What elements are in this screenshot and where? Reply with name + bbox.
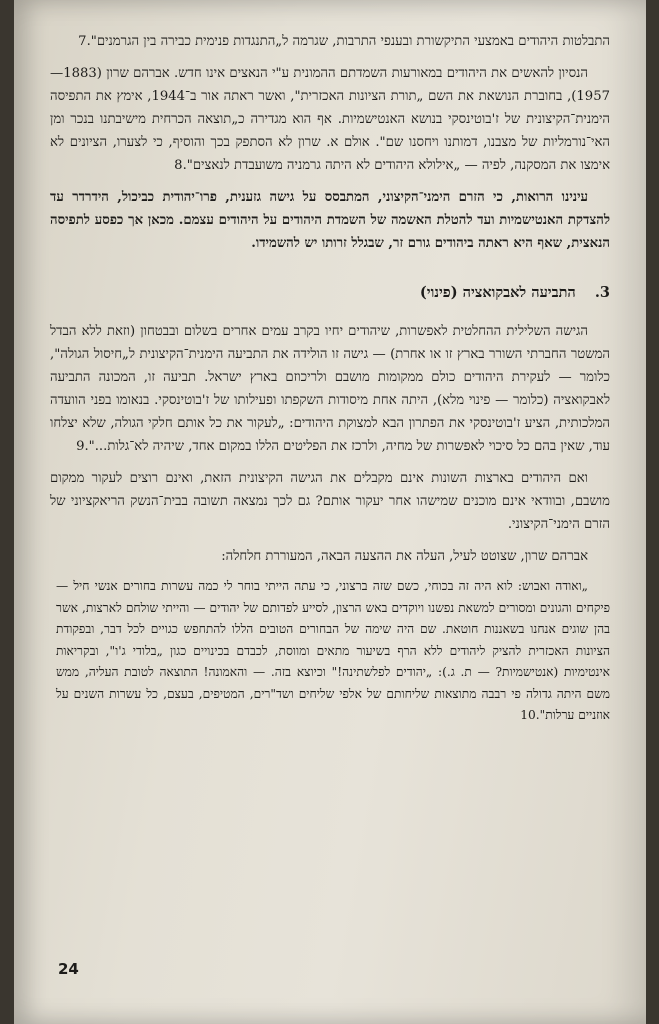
- book-page: [14, 0, 646, 1024]
- paragraph-question: ואם היהודים בארצות השונות אינם מקבלים את הגישה הקיצונית הזאת, ואינם רוצים לעקור ממקום מושבם, ובוודאי אינם מוכנים שמישהו אחר יעקור אותם? גם לכך נמצאה תשובה בבית־הנשק הריאקציוני של הזרם הימני־הקיצוני.: [50, 471, 610, 532]
- paragraph-intro: התבלטות היהודים באמצעי התיקשורת ובענפי התרבות, שגרמה ל„התנגדות פנימית כבירה בין הגרמנים".7: [78, 34, 610, 49]
- spacer: [50, 53, 610, 62]
- paragraph-sharon: הנסיון להאשים את היהודים במאורעות השמדתם ההמונית ע"י הנאצים אינו חדש. אברהם שרון (1883—1957), בחוברת הנושאת את השם „תורת הציונות האכזרית", ואשר ראתה אור ב־1944, אימץ את התפיסה הימנית־הקיצונית של ז'בוטינסקי בנושא האנטישמיות. אף הוא מגדירה כ„תוצאה הכרחית מישיבתנו בנכר ומן האי־נורמליות של מצבנו, דמותנו ויחסנו שם". אולם א. שרון לא הסתפק בכך והוסיף, כי לצערו, הציונים לא אימצו את המסקנה, לפיה — „אילולא היהודים לא היתה גרמניה משועבדת לנאצים".8: [50, 66, 610, 173]
- section-number: 3.: [594, 284, 610, 301]
- block-quote: „ואודה ואבוש: לוא היה זה בכוחי, כשם שזה ברצוני, כי עתה הייתי בוחר לי כמה עשרות בחורים אנשי חיל — פיקחים והגונים ומסורים למשאת נפשנו ויוקדים באש הרצון, לסייע לפדותם של יהודים — והייתי שולחם לארצות, אשר בהן שוגים אנחנו בשאננות חוטאת. שם היה שימה של הבחורים הטובים הללו להתחפש כגויים לכל דבר, ובפקודת הציונות האכזרית להציק ליהודים ללא הרף בשיעור מתאים ומווסת, לכבדם בכינויים כגון „בלודי ג'ו", ובקריאות אינטימיות (אנטישמיות? — ת. ג.): „יהודים לפלשתינה!" וכיוצא בזה. — והאמונה! התוצאה לטובת העליה, ממש משם היתה גדולה פי רבבה מתוצאות שליחותם של אלפי שליחים ושד"רים, המטיפים, בעצם, כל עשרות השנים על אוזניים ערלות".10: [56, 579, 610, 722]
- page-number: 24: [58, 960, 79, 978]
- page-text: [50, 30, 610, 727]
- section-title: התביעה לאבקואציה (פינוי): [419, 284, 576, 301]
- spacer: [50, 177, 610, 186]
- spacer: [50, 536, 610, 545]
- paragraph-evacuation: הגישה השלילית ההחלטית לאפשרות, שיהודים יחיו בקרב עמים אחרים בשלום ובבטחון (וזאת ללא הבדל המשטר החברתי השורר בארץ זו או אחרת) — גישה זו הולידה את התביעה הימנית־הקיצונית ל„חיסול הגולה", כלומר — לעקירת היהודים כולם ממקומות מושבם ולריכוזם בארץ ישראל. תביעה זו, המכונה התביעה לאבקואציה (כלומר — פינוי מלא), היתה אחת מיסודות השקפתו ופעילותו של ז'בוטינסקי. בנאומו בפני הוועדה המלכותית, הציע ז'בוטינסקי את הפתרון הבא למצוקת היהודים: „לעקור את כל אותם חלקי הגולה, שלא יצלחו עוד, שאין בהם כל סיכוי לאפשרות של מחיה, ולרכז את הפליטים הללו במקום אחד, שיהיה לא־גלות...".9: [50, 324, 610, 454]
- section-heading: [50, 281, 610, 304]
- paragraph-conclusion: עינינו הרואות, כי הזרם הימני־הקיצוני, המתבסס על גישה גזענית, פרו־יהודית כביכול, הידרדר עד להצדקת האנטישמיות ועד להטלת האשמה של השמדת היהודים על היהודים עצמם. מכאן אך כפסע לתפיסה הנאצית, שאף היא ראתה ביהודים גורם זר, שבגלל זרותו יש להשמידו.: [50, 190, 610, 251]
- spacer: [50, 458, 610, 467]
- paragraph-proposal: אברהם שרון, שצוטט לעיל, העלה את ההצעה הבאה, המעוררת חלחלה:: [221, 549, 588, 564]
